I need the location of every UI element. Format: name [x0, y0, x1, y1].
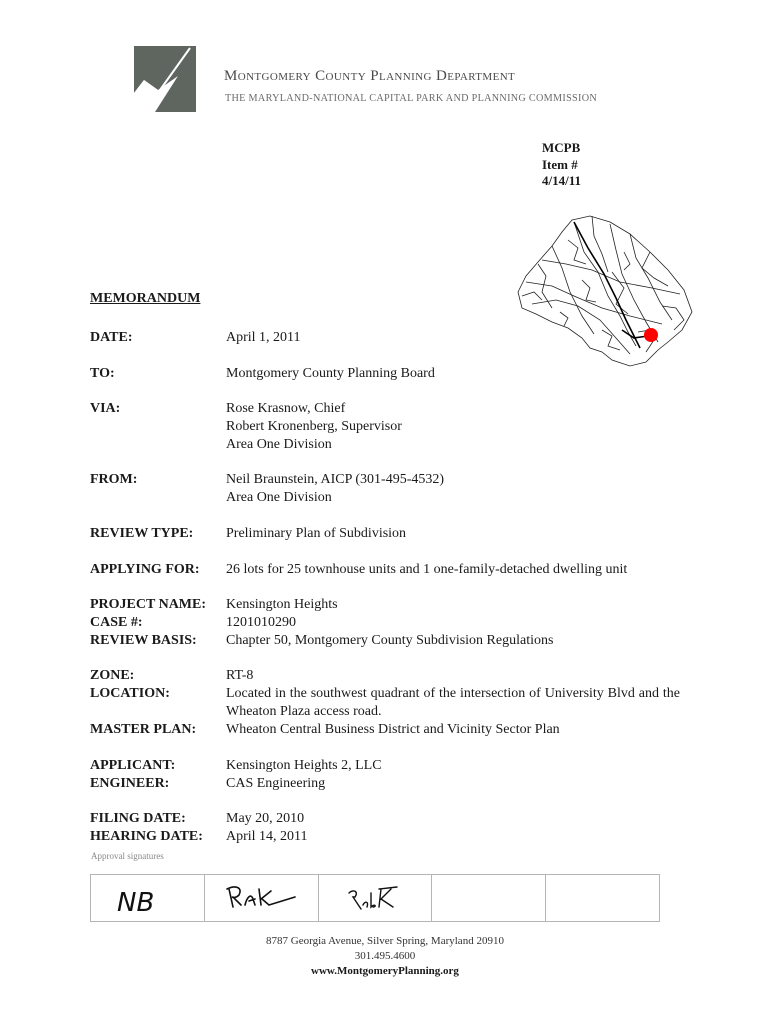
master-plan-label: MASTER PLAN: [90, 722, 197, 737]
org-subtitle: THE MARYLAND-NATIONAL CAPITAL PARK AND PLANNING COMMISSION [225, 93, 598, 104]
location-value: Located in the southwest quadrant of the intersection of University Blvd and the Wheaton Plaza access road. [226, 686, 680, 719]
board-ref-line-2: Item # [542, 156, 578, 172]
signature-cell [432, 875, 546, 921]
signature-cell [205, 875, 319, 921]
svg-text:NB: NB [117, 888, 155, 918]
project-name-value: Kensington Heights [226, 597, 338, 612]
applicant-value: Kensington Heights 2, LLC [226, 758, 382, 773]
footer-phone: 301.495.4600 [354, 950, 416, 962]
location-label: LOCATION: [90, 686, 170, 701]
project-name-label: PROJECT NAME: [90, 597, 207, 612]
hearing-date-value: April 14, 2011 [226, 829, 308, 844]
approval-label: Approval signatures [91, 851, 164, 861]
engineer-value: CAS Engineering [226, 776, 326, 791]
board-ref-line-1: MCPB [542, 140, 581, 155]
org-name: Montgomery County Planning Department [224, 68, 516, 84]
engineer-label: ENGINEER: [90, 776, 170, 791]
case-value: 1201010290 [226, 615, 296, 630]
zone-value: RT-8 [226, 668, 254, 683]
signature-nb [91, 875, 204, 921]
location-marker [644, 328, 658, 342]
board-ref-line-3: 4/14/11 [542, 173, 582, 188]
via-line: Robert Kronenberg, Supervisor [226, 419, 402, 434]
zone-label: ZONE: [90, 668, 135, 683]
date-label: DATE: [90, 330, 133, 345]
memo-title: MEMORANDUM [90, 291, 201, 306]
from-label: FROM: [90, 472, 138, 487]
review-basis-value: Chapter 50, Montgomery County Subdivision Regulations [226, 633, 554, 648]
county-locator-map [512, 212, 698, 370]
master-plan-value: Wheaton Central Business District and Vicinity Sector Plan [226, 722, 560, 737]
review-type-value: Preliminary Plan of Subdivision [226, 526, 407, 541]
filing-date-value: May 20, 2010 [226, 811, 305, 826]
from-line: Neil Braunstein, AICP (301-495-4532) [226, 472, 445, 487]
case-label: CASE #: [90, 615, 143, 630]
via-line: Rose Krasnow, Chief [226, 401, 346, 416]
from-value [226, 471, 444, 507]
department-logo [134, 46, 196, 112]
to-value: Montgomery County Planning Board [226, 366, 435, 381]
applying-for-label: APPLYING FOR: [90, 562, 200, 577]
signature-cell [546, 875, 659, 921]
footer-address: 8787 Georgia Avenue, Silver Spring, Maryland 20910 [266, 935, 504, 947]
via-value [226, 400, 402, 454]
review-basis-label: REVIEW BASIS: [90, 633, 197, 648]
review-type-label: REVIEW TYPE: [90, 526, 194, 541]
applicant-label: APPLICANT: [90, 758, 176, 773]
via-line: Area One Division [226, 437, 332, 452]
signature-rak [205, 875, 318, 921]
hearing-date-label: HEARING DATE: [90, 829, 203, 844]
board-reference [542, 140, 581, 190]
to-label: TO: [90, 366, 115, 381]
date-value: April 1, 2011 [226, 330, 301, 345]
signature-table [90, 874, 660, 922]
filing-date-label: FILING DATE: [90, 811, 186, 826]
footer-website[interactable]: www.MontgomeryPlanning.org [311, 965, 459, 977]
from-line: Area One Division [226, 490, 332, 505]
signature-rbk [319, 875, 432, 921]
signature-cell [319, 875, 433, 921]
applying-for-value: 26 lots for 25 townhouse units and 1 one-family-detached dwelling unit [226, 562, 628, 577]
signature-cell [91, 875, 205, 921]
via-label: VIA: [90, 401, 121, 416]
